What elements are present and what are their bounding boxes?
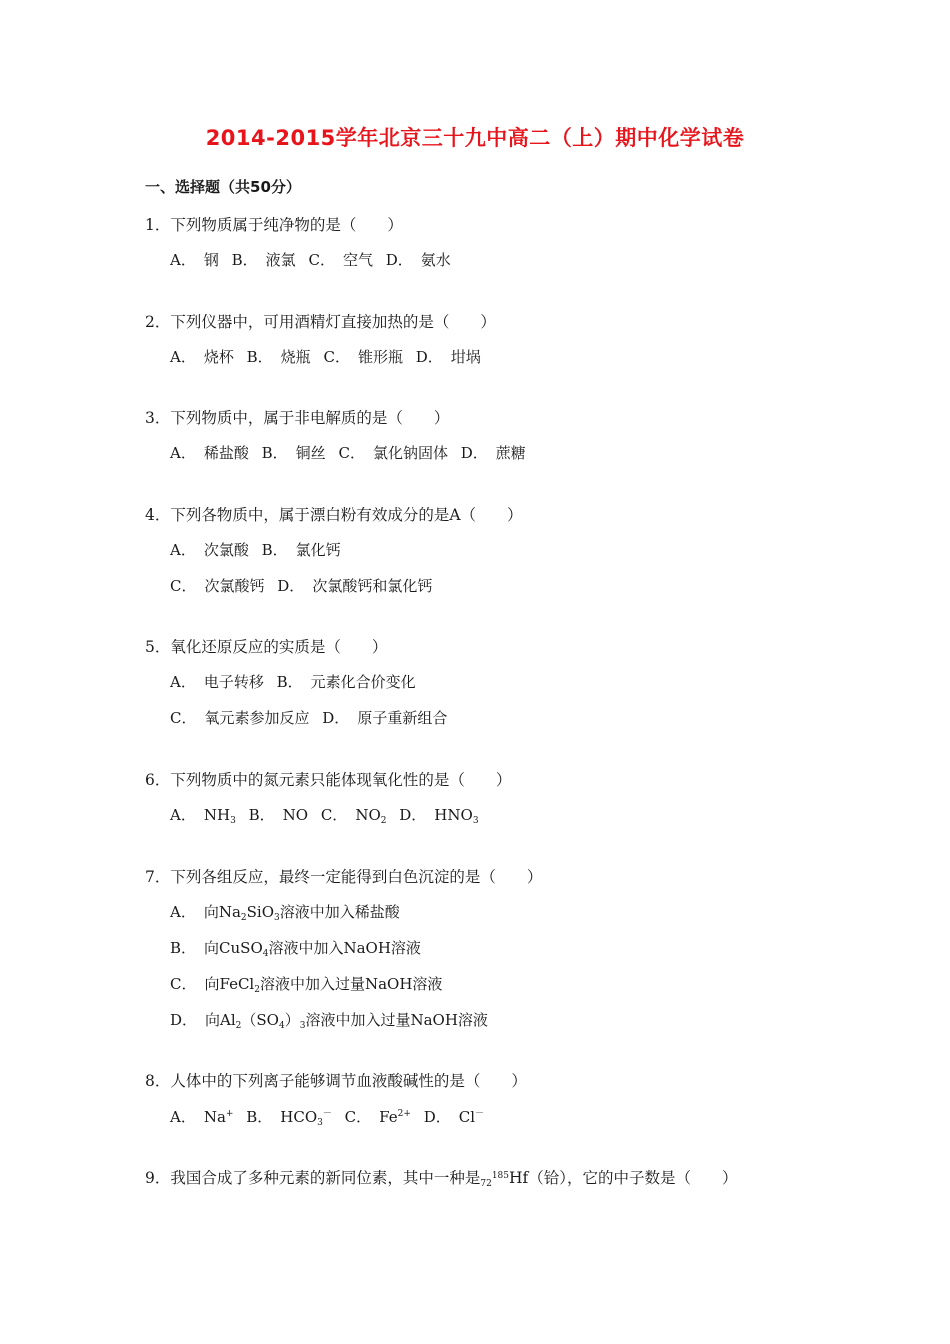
options-1: A． 钢 B． 液氯 C． 空气 D． 氨水 — [170, 251, 451, 269]
question-6: 6．下列物质中的氮元素只能体现氧化性的是（ ） — [145, 771, 512, 789]
page-title: 2014-2015学年北京三十九中高二（上）期中化学试卷 — [205, 126, 745, 150]
question-5: 5．氧化还原反应的实质是（ ） — [145, 638, 388, 656]
question-9: 9．我国合成了多种元素的新同位素，其中一种是$72^{185}Hf$（铪），它的中子数是（ ） — [145, 1169, 738, 1189]
mass-number: 185 — [491, 1171, 510, 1181]
options-6: A． $NH_3$ B． NO C． $NO_2$ D． $HNO_3$ — [170, 806, 479, 826]
atomic-number: 72 — [480, 1179, 492, 1189]
section-heading: 一、选择题（共50分） — [145, 178, 301, 196]
options-4-row1: A． 次氯酸 B． 氯化钙 — [170, 541, 341, 559]
option-label: A． — [170, 251, 196, 269]
options-8: A． Na+ B． $HCO_3^-$ C． $Fe^{2+}$ D． Cl－ — [170, 1108, 485, 1128]
options-5-row2: C． 氧元素参加反应 D． 原子重新组合 — [170, 709, 448, 727]
options-2: A． 烧杯 B． 烧瓶 C． 锥形瓶 D． 坩埚 — [170, 348, 481, 366]
options-5-row1: A． 电子转移 B． 元素化合价变化 — [170, 673, 416, 691]
question-8: 8．人体中的下列离子能够调节血液酸碱性的是（ ） — [145, 1072, 527, 1090]
options-4-row2: C． 次氯酸钙 D． 次氯酸钙和氯化钙 — [170, 577, 433, 595]
option-7b: B． 向CuSO$_4$溶液中加入NaOH溶液 — [170, 939, 421, 959]
options-3: A． 稀盐酸 B． 铜丝 C． 氯化钠固体 D． 蔗糖 — [170, 444, 526, 462]
question-1: 1．下列物质属于纯净物的是（ ） — [145, 216, 403, 234]
question-7: 7．下列各组反应，最终一定能得到白色沉淀的是（ ） — [145, 868, 543, 886]
question-4: 4．下列各物质中，属于漂白粉有效成分的是A（ ） — [145, 506, 523, 524]
question-2: 2．下列仪器中，可用酒精灯直接加热的是（ ） — [145, 313, 496, 331]
option-7d: D． 向$Al_2(SO_4)_3$溶液中加入过量NaOH溶液 — [170, 1011, 488, 1031]
option-7c: C． 向FeCl$_2$溶液中加入过量NaOH溶液 — [170, 975, 443, 995]
option-7a: A． 向$Na_2SiO_3$溶液中加入稀盐酸 — [170, 903, 400, 923]
question-3: 3．下列物质中，属于非电解质的是（ ） — [145, 409, 450, 427]
